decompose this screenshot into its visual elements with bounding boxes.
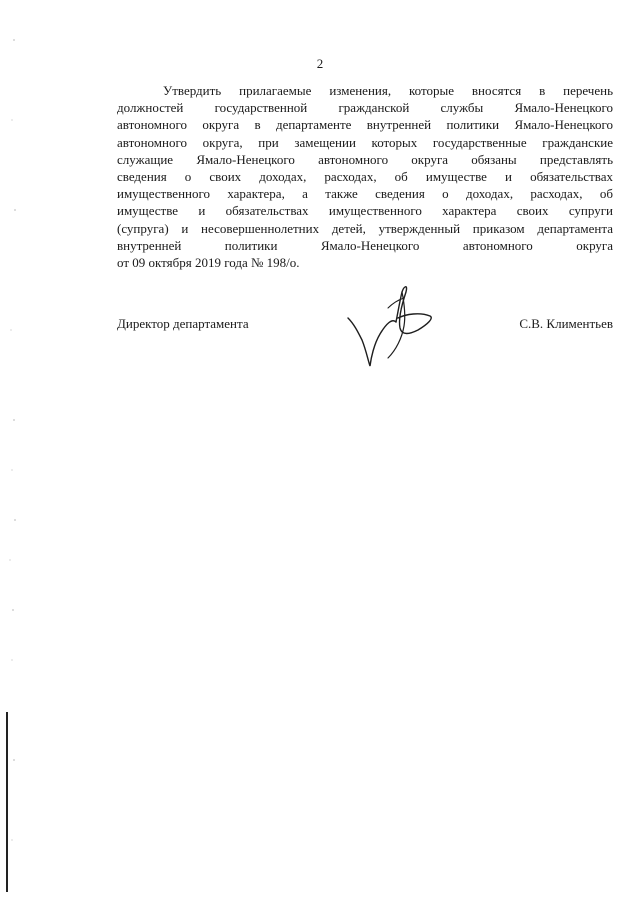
- scan-edge-line: [6, 712, 8, 892]
- paragraph-line: от 09 октября 2019 года № 198/о.: [117, 255, 300, 271]
- paragraph-line: внутренней политики Ямало-Ненецкого автономного округа: [117, 237, 613, 253]
- paragraph-line: (супруга) и несовершеннолетних детей, утвержденный приказом департамента: [117, 220, 613, 236]
- order-paragraph: [117, 82, 613, 271]
- signer-name: С.В. Климентьев: [519, 316, 613, 331]
- signer-position: Директор департамента: [117, 316, 249, 331]
- paragraph-line: автономного округа в департаменте внутренней политики Ямало-Ненецкого: [117, 117, 613, 133]
- scan-margin-specks: [0, 0, 20, 905]
- paragraph-line: Утвердить прилагаемые изменения, которые вносятся в перечень: [163, 83, 613, 98]
- paragraph-line: автономного округа, при замещении которых государственные гражданские: [117, 134, 613, 150]
- paragraph-line: сведения о своих доходах, расходах, об имуществе и обязательствах: [117, 169, 613, 185]
- paragraph-line: служащие Ямало-Ненецкого автономного округа обязаны представлять: [117, 151, 613, 167]
- paragraph-line: имуществе и обязательствах имущественного характера своих супруги: [117, 203, 613, 219]
- handwritten-signature: [340, 278, 442, 370]
- paragraph-line: должностей государственной гражданской службы Ямало-Ненецкого: [117, 100, 613, 116]
- page-number: 2: [316, 56, 324, 71]
- paragraph-line: имущественного характера, а также сведения о доходах, расходах, об: [117, 186, 613, 202]
